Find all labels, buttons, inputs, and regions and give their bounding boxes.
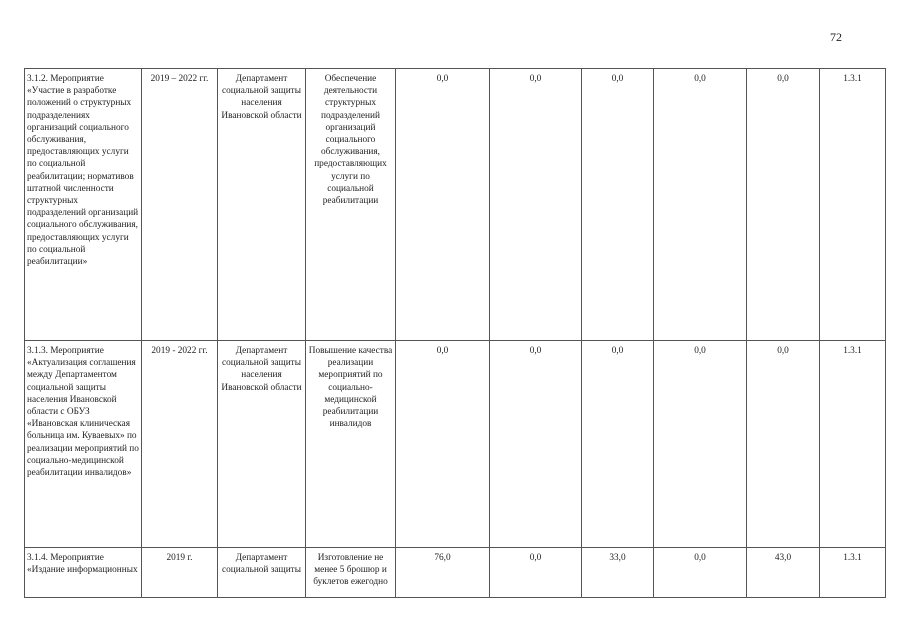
value-cell: 0,0 [490, 548, 582, 598]
value-cell: 33,0 [582, 548, 654, 598]
table-row [25, 341, 886, 548]
activity-cell: 3.1.2. Мероприятие «Участие в разработке положений о структурных подразделениях организаций социального обслуживания, предоставляющих услуги по социальной реабилитации; нормативов штатной численности структурных подразделений организаций социального обслуживания, предоставляющих услуги по социальной реабилитации» [25, 69, 142, 341]
table-row [25, 69, 886, 341]
value-cell: 0,0 [747, 341, 820, 548]
value-cell: 0,0 [654, 548, 747, 598]
value-cell: 0,0 [582, 69, 654, 341]
program-activities-table [24, 68, 886, 598]
activity-cell: 3.1.3. Мероприятие «Актуализация соглашения между Департаментом социальной защиты населения Ивановской области с ОБУЗ «Ивановская клиническая больница им. Куваевых» по реализации мероприятий по социально-медицинской реабилитации инвалидов» [25, 341, 142, 548]
period-cell: 2019 – 2022 гг. [142, 69, 218, 341]
value-cell: 0,0 [747, 69, 820, 341]
value-cell: 0,0 [654, 69, 747, 341]
value-cell: 0,0 [490, 69, 582, 341]
executor-cell: Департамент социальной защиты [218, 548, 306, 598]
period-cell: 2019 - 2022 гг. [142, 341, 218, 548]
indicator-code-cell: 1.3.1 [820, 69, 886, 341]
result-cell: Обеспечение деятельности структурных подразделений организаций социального обслуживания, предоставляющих услуги по социальной реабилитации [306, 69, 396, 341]
table-row [25, 548, 886, 598]
value-cell: 0,0 [396, 341, 490, 548]
executor-cell: Департамент социальной защиты населения Ивановской области [218, 69, 306, 341]
activity-cell: 3.1.4. Мероприятие «Издание информационных [25, 548, 142, 598]
value-cell: 0,0 [396, 69, 490, 341]
result-cell: Повышение качества реализации мероприятий по социально-медицинской реабилитации инвалидов [306, 341, 396, 548]
executor-cell: Департамент социальной защиты населения Ивановской области [218, 341, 306, 548]
value-cell: 0,0 [490, 341, 582, 548]
indicator-code-cell: 1.3.1 [820, 548, 886, 598]
indicator-code-cell: 1.3.1 [820, 341, 886, 548]
value-cell: 0,0 [654, 341, 747, 548]
value-cell: 0,0 [582, 341, 654, 548]
period-cell: 2019 г. [142, 548, 218, 598]
value-cell: 76,0 [396, 548, 490, 598]
value-cell: 43,0 [747, 548, 820, 598]
result-cell: Изготовление не менее 5 брошюр и буклетов ежегодно [306, 548, 396, 598]
page-number: 72 [830, 30, 842, 44]
